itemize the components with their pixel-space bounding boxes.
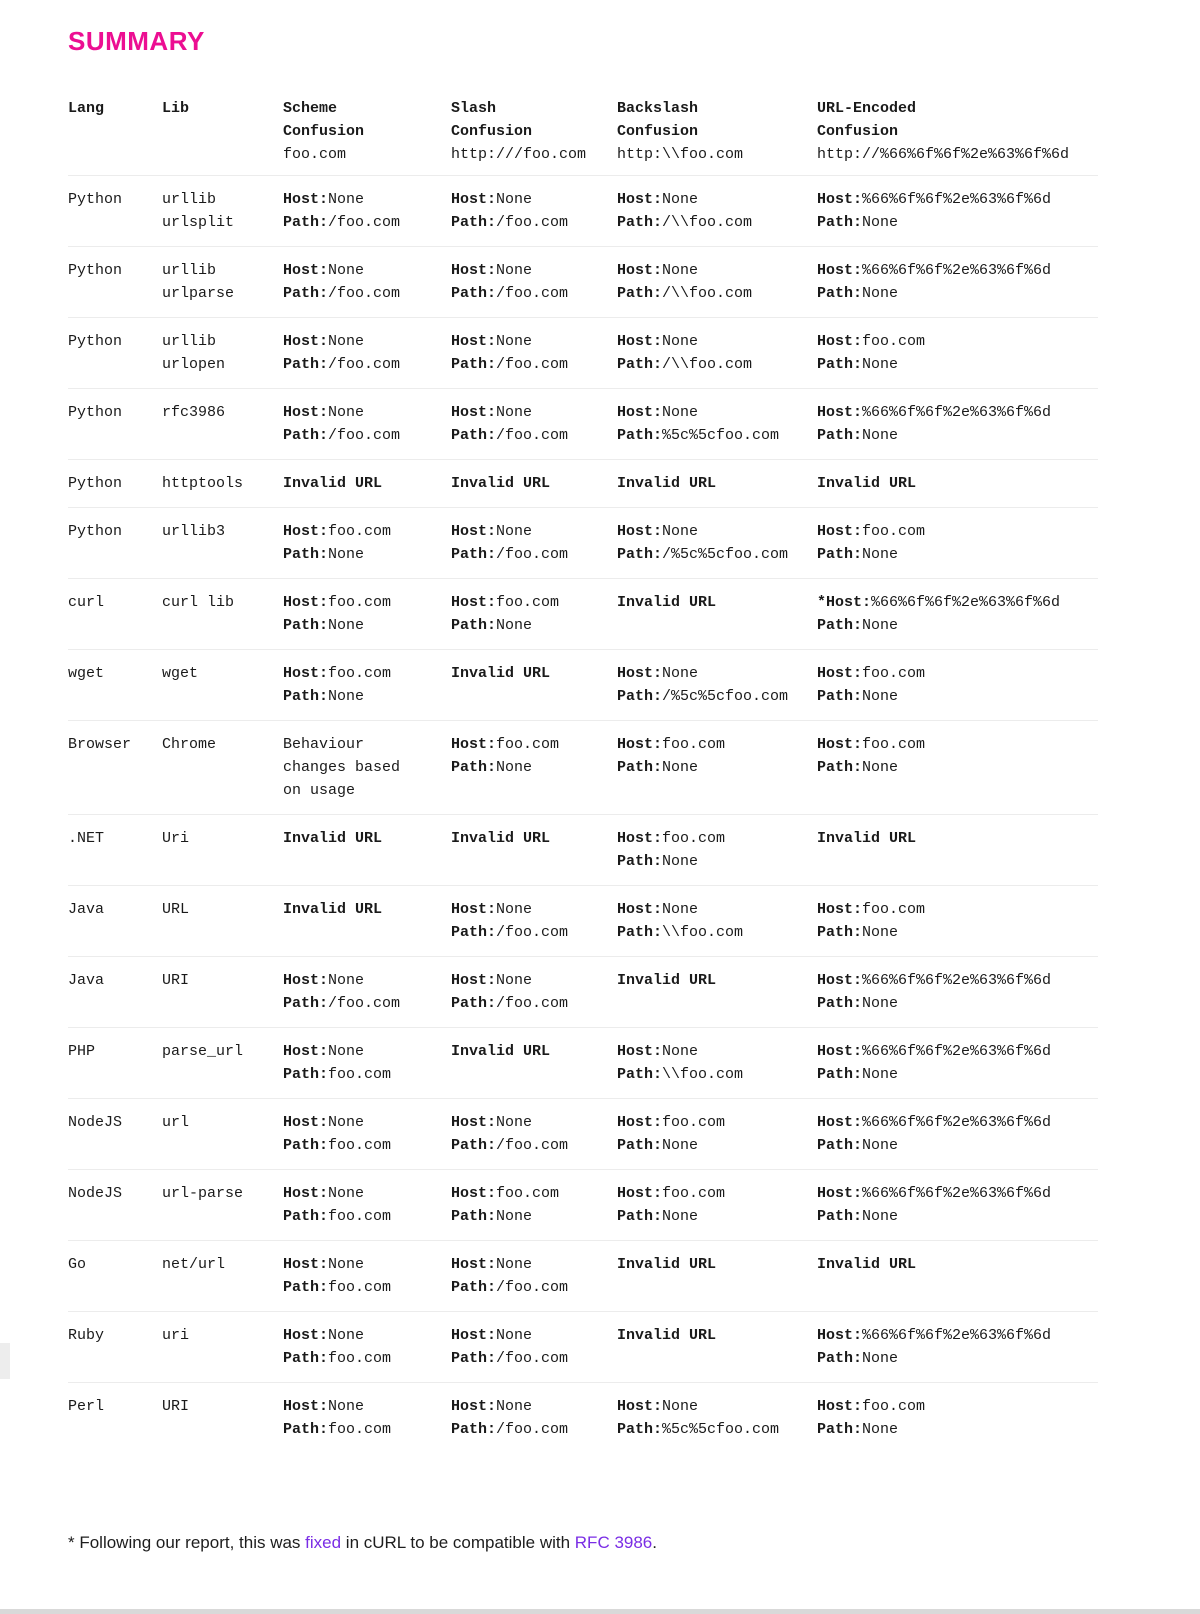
result-cell: Invalid URL	[617, 1256, 717, 1273]
table-row	[68, 388, 1098, 459]
result-cell: Host:None Path:%5c%5cfoo.com	[617, 1398, 780, 1438]
result-cell: Host:None Path:/foo.com	[451, 523, 569, 563]
result-cell: Host:None Path:foo.com	[283, 1114, 392, 1154]
result-cell: Host:None Path:/foo.com	[451, 1327, 569, 1367]
result-cell: Host:foo.com Path:None	[817, 523, 926, 563]
lang-cell: Python	[68, 333, 123, 350]
result-cell: Invalid URL	[617, 972, 717, 989]
result-cell: Host:None Path:foo.com	[283, 1256, 392, 1296]
lang-cell: Browser	[68, 736, 132, 753]
result-cell: Host:None Path:/foo.com	[283, 262, 401, 302]
result-cell: Host:foo.com Path:None	[283, 594, 392, 634]
table-header	[68, 97, 1098, 175]
table-body	[68, 175, 1098, 1453]
lib-cell: urllib3	[162, 523, 226, 540]
lib-cell: wget	[162, 665, 199, 682]
result-cell: Host:None Path:foo.com	[283, 1327, 392, 1367]
result-cell: Host:None Path:/foo.com	[283, 333, 401, 373]
lang-cell: curl	[68, 594, 105, 611]
result-cell: Host:None Path:/foo.com	[283, 191, 401, 231]
table-row	[68, 1098, 1098, 1169]
lib-cell: httptools	[162, 475, 244, 492]
result-cell: Invalid URL	[817, 830, 917, 847]
result-cell: Invalid URL	[617, 475, 717, 492]
column-header-lang: Lang	[68, 100, 105, 117]
result-cell: Host:foo.com Path:None	[617, 736, 726, 776]
lang-cell: Java	[68, 901, 105, 918]
bottom-divider	[0, 1609, 1200, 1614]
result-cell: Host:foo.com Path:None	[817, 665, 926, 705]
result-cell: Host:None Path:/foo.com	[451, 191, 569, 231]
table-row	[68, 1169, 1098, 1240]
result-cell: Host:foo.com Path:None	[617, 1185, 726, 1225]
lib-cell: URI	[162, 972, 190, 989]
lib-cell: urllib urlparse	[162, 262, 235, 302]
lang-cell: Go	[68, 1256, 87, 1273]
table-row	[68, 720, 1098, 814]
lang-cell: .NET	[68, 830, 105, 847]
table-row	[68, 814, 1098, 885]
lang-cell: wget	[68, 665, 105, 682]
result-cell: Invalid URL	[451, 830, 551, 847]
column-header-scheme-confusion: Scheme Confusion foo.com	[283, 97, 451, 166]
result-cell: Host:foo.com Path:None	[617, 830, 726, 870]
table-row	[68, 459, 1098, 507]
result-cell: Host:None Path:/foo.com	[451, 901, 569, 941]
lang-cell: Python	[68, 191, 123, 208]
result-cell: Host:None Path:\\foo.com	[617, 901, 744, 941]
example-url: http://%66%6f%6f%2e%63%6f%6d	[817, 146, 1070, 163]
result-cell: Invalid URL	[283, 830, 383, 847]
result-cell: Host:None Path:/foo.com	[283, 404, 401, 444]
result-cell: Invalid URL	[817, 475, 917, 492]
url-parsing-table	[68, 97, 1098, 1453]
page-title: SUMMARY	[68, 26, 205, 56]
result-cell: Host:None Path:/\\foo.com	[617, 262, 753, 302]
result-cell: Host:%66%6f%6f%2e%63%6f%6d Path:None	[817, 404, 1052, 444]
table-row	[68, 317, 1098, 388]
lang-cell: Python	[68, 523, 123, 540]
column-header-lib: Lib	[162, 100, 190, 117]
table-row	[68, 1027, 1098, 1098]
result-cell: Host:%66%6f%6f%2e%63%6f%6d Path:None	[817, 1043, 1052, 1083]
table-row	[68, 885, 1098, 956]
result-cell: Invalid URL	[817, 1256, 917, 1273]
result-cell: Host:foo.com Path:None	[817, 333, 926, 373]
table-row	[68, 578, 1098, 649]
result-cell: Host:foo.com Path:None	[817, 736, 926, 776]
result-cell: Host:None Path:/foo.com	[283, 972, 401, 1012]
result-cell: Host:None Path:/foo.com	[451, 1256, 569, 1296]
result-cell: Host:foo.com Path:None	[817, 901, 926, 941]
table-row	[68, 1240, 1098, 1311]
result-cell: Host:None Path:/\\foo.com	[617, 191, 753, 231]
result-cell: Host:foo.com Path:None	[451, 594, 560, 634]
result-cell: Invalid URL	[451, 475, 551, 492]
lib-cell: URI	[162, 1398, 190, 1415]
lang-cell: Perl	[68, 1398, 105, 1415]
lib-cell: URL	[162, 901, 190, 918]
result-cell: *Host:%66%6f%6f%2e%63%6f%6d Path:None	[817, 594, 1061, 634]
lib-cell: rfc3986	[162, 404, 226, 421]
lib-cell: curl lib	[162, 594, 235, 611]
table-row	[68, 956, 1098, 1027]
lib-cell: urllib urlsplit	[162, 191, 235, 231]
result-cell: Host:foo.com Path:None	[617, 1114, 726, 1154]
footnote-text: * Following our report, this was	[68, 1533, 306, 1552]
lang-cell: Java	[68, 972, 105, 989]
result-cell: Host:None Path:foo.com	[283, 1185, 392, 1225]
column-header-slash-confusion: Slash Confusion http:///foo.com	[451, 97, 617, 166]
result-cell: Invalid URL	[451, 1043, 551, 1060]
result-cell: Host:None Path:/foo.com	[451, 333, 569, 373]
footnote	[68, 1533, 1200, 1553]
table-row	[68, 1382, 1098, 1453]
lang-cell: NodeJS	[68, 1114, 123, 1131]
lang-cell: PHP	[68, 1043, 96, 1060]
footnote-link[interactable]: fixed	[305, 1533, 342, 1552]
result-cell: Invalid URL	[451, 665, 551, 682]
result-cell: Host:%66%6f%6f%2e%63%6f%6d Path:None	[817, 972, 1052, 1012]
result-cell: Behaviour changes based on usage	[283, 736, 401, 799]
result-cell: Host:%66%6f%6f%2e%63%6f%6d Path:None	[817, 1327, 1052, 1367]
result-cell: Host:foo.com Path:None	[451, 1185, 560, 1225]
table-row	[68, 246, 1098, 317]
result-cell: Host:foo.com Path:None	[817, 1398, 926, 1438]
lang-cell: Ruby	[68, 1327, 105, 1344]
result-cell: Invalid URL	[283, 901, 383, 918]
example-url: http:\\foo.com	[617, 146, 744, 163]
lib-cell: net/url	[162, 1256, 226, 1273]
example-url: http:///foo.com	[451, 146, 587, 163]
lib-cell: Uri	[162, 830, 190, 847]
result-cell: Host:%66%6f%6f%2e%63%6f%6d Path:None	[817, 262, 1052, 302]
table-row	[68, 1311, 1098, 1382]
lib-cell: url-parse	[162, 1185, 244, 1202]
left-edge-artifact	[0, 1343, 10, 1379]
lib-cell: Chrome	[162, 736, 217, 753]
result-cell: Invalid URL	[283, 475, 383, 492]
table-row	[68, 649, 1098, 720]
lib-cell: parse_url	[162, 1043, 244, 1060]
result-cell: Host:None Path:/%5c%5cfoo.com	[617, 665, 789, 705]
result-cell: Invalid URL	[617, 594, 717, 611]
result-cell: Host:None Path:/foo.com	[451, 972, 569, 1012]
lib-cell: urllib urlopen	[162, 333, 226, 373]
example-url: foo.com	[283, 146, 347, 163]
result-cell: Host:%66%6f%6f%2e%63%6f%6d Path:None	[817, 191, 1052, 231]
result-cell: Host:foo.com Path:None	[283, 665, 392, 705]
result-cell: Host:foo.com Path:None	[283, 523, 392, 563]
footnote-text: in cURL to be compatible with	[341, 1533, 575, 1552]
lib-cell: uri	[162, 1327, 190, 1344]
lib-cell: url	[162, 1114, 190, 1131]
result-cell: Host:None Path:/\\foo.com	[617, 333, 753, 373]
lang-cell: Python	[68, 404, 123, 421]
result-cell: Host:None Path:/foo.com	[451, 1398, 569, 1438]
result-cell: Host:None Path:foo.com	[283, 1398, 392, 1438]
result-cell: Host:%66%6f%6f%2e%63%6f%6d Path:None	[817, 1114, 1052, 1154]
result-cell: Host:None Path:/foo.com	[451, 1114, 569, 1154]
result-cell: Host:None Path:/%5c%5cfoo.com	[617, 523, 789, 563]
result-cell: Host:None Path:/foo.com	[451, 404, 569, 444]
result-cell: Host:None Path:/foo.com	[451, 262, 569, 302]
footnote-link[interactable]: RFC 3986	[574, 1533, 653, 1552]
lang-cell: NodeJS	[68, 1185, 123, 1202]
lang-cell: Python	[68, 262, 123, 279]
column-header-backslash-confusion: Backslash Confusion http:\\foo.com	[617, 97, 817, 166]
result-cell: Host:None Path:%5c%5cfoo.com	[617, 404, 780, 444]
result-cell: Host:None Path:foo.com	[283, 1043, 392, 1083]
result-cell: Invalid URL	[617, 1327, 717, 1344]
column-header-url-encoded-confusion: URL-Encoded Confusion http://%66%6f%6f%2e%63%6f%6d	[817, 97, 1098, 166]
result-cell: Host:None Path:\\foo.com	[617, 1043, 744, 1083]
table-row	[68, 507, 1098, 578]
footnote-text: .	[652, 1533, 657, 1552]
result-cell: Host:%66%6f%6f%2e%63%6f%6d Path:None	[817, 1185, 1052, 1225]
table-row	[68, 175, 1098, 246]
lang-cell: Python	[68, 475, 123, 492]
result-cell: Host:foo.com Path:None	[451, 736, 560, 776]
